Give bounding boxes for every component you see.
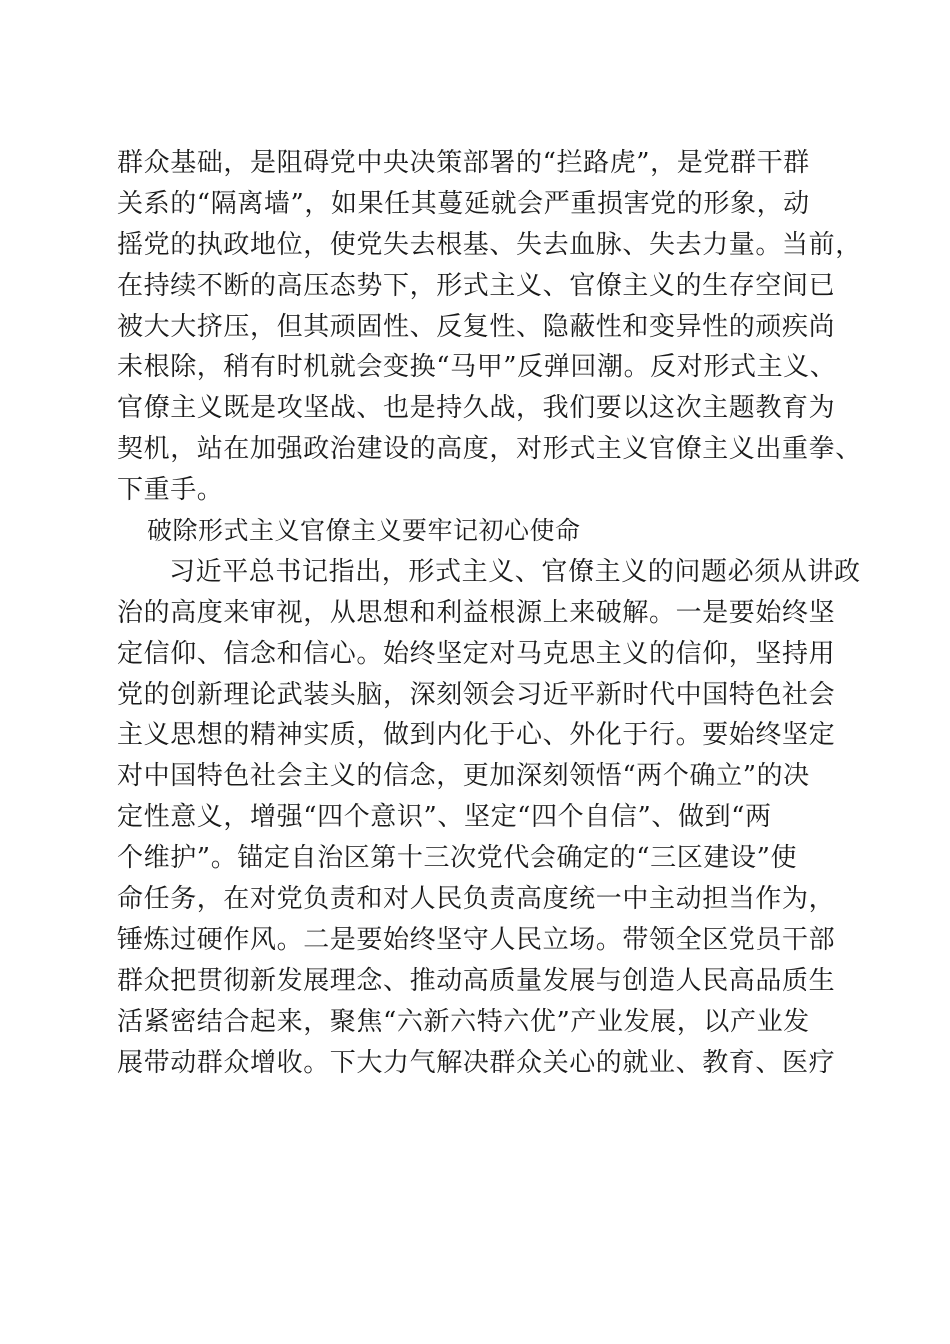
paragraph-line: 个维护”。锚定自治区第十三次党代会确定的“三区建设”使	[117, 843, 798, 874]
paragraph-line: 习近平总书记指出，形式主义、官僚主义的问题必须从讲政	[169, 556, 861, 587]
paragraph-line: 未根除，稍有时机就会变换“马甲”反弹回潮。反对形式主义、	[117, 352, 837, 383]
paragraph-line: 契机，站在加强政治建设的高度，对形式主义官僚主义出重拳、	[117, 434, 862, 465]
paragraph-line: 活紧密结合起来，聚焦“六新六特六优”产业发展，以产业发	[117, 1006, 810, 1037]
paragraph-line: 群众把贯彻新发展理念、推动高质量发展与创造人民高品质生	[117, 965, 836, 996]
paragraph-line: 定性意义，增强“四个意识”、坚定“四个自信”、做到“两	[117, 802, 772, 833]
paragraph-line: 对中国特色社会主义的信念，更加深刻领悟“两个确立”的决	[117, 761, 810, 792]
paragraph-line: 下重手。	[117, 475, 224, 506]
paragraph-line: 命任务，在对党负责和对人民负责高度统一中主动担当作为，	[117, 884, 836, 915]
paragraph-line: 在持续不断的高压态势下，形式主义、官僚主义的生存空间已	[117, 270, 836, 301]
paragraph-line: 治的高度来审视，从思想和利益根源上来破解。一是要始终坚	[117, 597, 836, 628]
document-body	[117, 143, 862, 1083]
paragraph-line: 党的创新理论武装头脑，深刻领会习近平新时代中国特色社会	[117, 679, 836, 710]
paragraph-line: 主义思想的精神实质，做到内化于心、外化于行。要始终坚定	[117, 720, 836, 751]
paragraph-line: 锤炼过硬作风。二是要始终坚守人民立场。带领全区党员干部	[117, 924, 836, 955]
paragraph-line: 群众基础，是阻碍党中央决策部署的“拦路虎”，是党群干群	[117, 148, 810, 178]
paragraph-line: 摇党的执政地位，使党失去根基、失去血脉、失去力量。当前，	[117, 229, 862, 260]
paragraph-line: 官僚主义既是攻坚战、也是持久战，我们要以这次主题教育为	[117, 393, 836, 424]
section-heading: 破除形式主义官僚主义要牢记初心使命	[147, 516, 581, 546]
paragraph-1	[117, 143, 862, 511]
paragraph-line: 关系的“隔离墙”，如果任其蔓延就会严重损害党的形象，动	[117, 188, 810, 219]
paragraph-line: 定信仰、信念和信心。始终坚定对马克思主义的信仰，坚持用	[117, 638, 836, 669]
paragraph-line: 被大大挤压，但其顽固性、反复性、隐蔽性和变异性的顽疾尚	[117, 311, 836, 342]
paragraph-line: 展带动群众增收。下大力气解决群众关心的就业、教育、医疗	[117, 1047, 836, 1078]
paragraph-2	[117, 552, 861, 1084]
